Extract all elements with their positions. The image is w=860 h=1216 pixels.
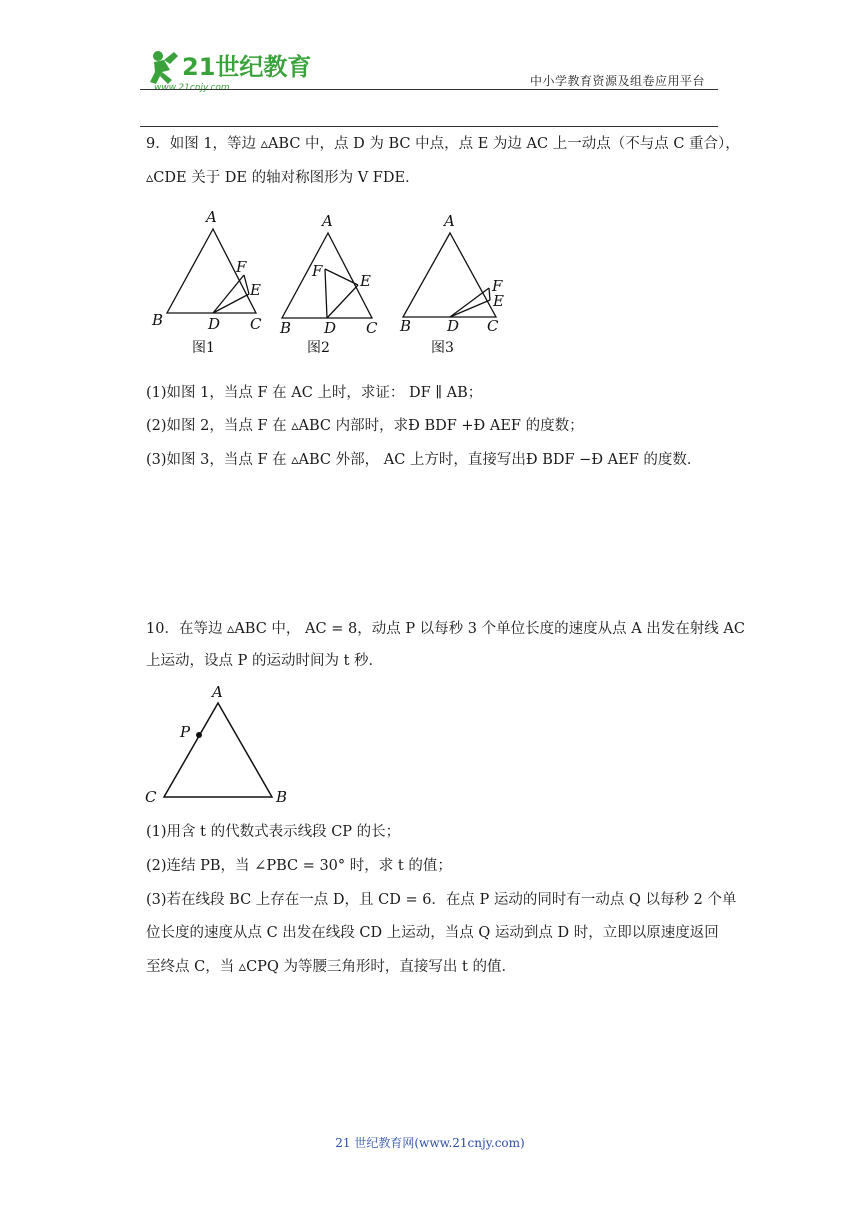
fig1-label-b: B [152,311,164,329]
footer-link[interactable]: 21 世纪教育网(www.21cnjy.com) [335,1136,525,1150]
fig1-label-a: A [206,208,217,226]
fig3-label-f: F [492,277,503,295]
q10-figure [140,680,300,810]
fig1-label-d: D [208,315,221,333]
q10-sub3-line3: 至终点 C，当 ▵CPQ 为等腰三角形时，直接写出 t 的值． [146,959,516,975]
q10-stem-line1: 10．在等边 ▵ABC 中， AC = 8，动点 P 以每秒 3 个单位长度的速度从点 A 出发在射线 AC [146,621,745,637]
q9-sub1: (1)如图 1，当点 F 在 AC 上时，求证： DF ∥ AB； [146,385,483,401]
q9-figure-3 [403,233,496,317]
q10-label-p: P [180,723,191,741]
q10-sub2: (2)连结 PB，当 ∠PBC = 30° 时，求 t 的值； [146,858,452,874]
site-logo [140,44,320,94]
fig1-label-f: F [236,258,247,276]
fig1-label-e: E [250,281,261,299]
q10-label-c: C [145,788,157,806]
q9-sub3: (3)如图 3，当点 F 在 ▵ABC 外部， AC 上方时，直接写出Ð BDF −Ð AEF 的度数． [146,452,702,468]
fig3-label-d: D [447,317,460,335]
fig2-label-d: D [324,319,337,337]
q9-stem-line2: ▵CDE 关于 DE 的轴对称图形为 V FDE． [146,170,420,186]
q10-stem-line2: 上运动，设点 P 的运动时间为 t 秒． [146,653,384,669]
q9-sub2: (2)如图 2，当点 F 在 ▵ABC 内部时，求Ð BDF +Ð AEF 的度数； [146,418,584,434]
q10-sub1: (1)用含 t 的代数式表示线段 CP 的长； [146,824,401,840]
header-divider [140,89,718,90]
q9-stem-line1: 9．如图 1，等边 ▵ABC 中，点 D 为 BC 中点，点 E 为边 AC 上一动点（不与点 C 重合）， [146,136,740,152]
fig2-label-b: B [280,319,292,337]
q9-figure-2 [282,233,372,318]
q10-sub3-line1: (3)若在线段 BC 上存在一点 D，且 CD = 6．在点 P 运动的同时有一动点 Q 以每秒 2 个单 [146,892,737,908]
fig3-label-e: E [493,292,504,310]
q10-sub3-line2: 位长度的速度从点 C 出发在线段 CD 上运动，当点 Q 运动到点 D 时，立即以原速度返回 [146,925,719,941]
logo-url: www.21cnjy.com [154,83,230,93]
fig3-label-c: C [487,317,499,335]
fig2-caption: 图2 [307,340,330,356]
fig2-label-f: F [312,262,323,280]
section-divider [140,126,718,127]
platform-name: 中小学教育资源及组卷应用平台 [530,74,706,88]
q10-label-a: A [212,683,223,701]
runner-icon [150,51,178,84]
fig3-label-b: B [400,317,412,335]
fig2-label-e: E [360,272,371,290]
fig3-label-a: A [444,212,455,230]
fig2-label-a: A [322,212,333,230]
fig1-caption: 图1 [192,340,215,356]
q10-label-b: B [276,788,288,806]
q9-figures [140,200,520,365]
fig3-caption: 图3 [431,340,454,356]
q10-triangle [164,703,272,797]
fig1-label-c: C [250,315,262,333]
point-p-marker [196,732,202,738]
logo-text: 21世纪教育 [182,53,312,81]
fig2-label-c: C [366,319,378,337]
